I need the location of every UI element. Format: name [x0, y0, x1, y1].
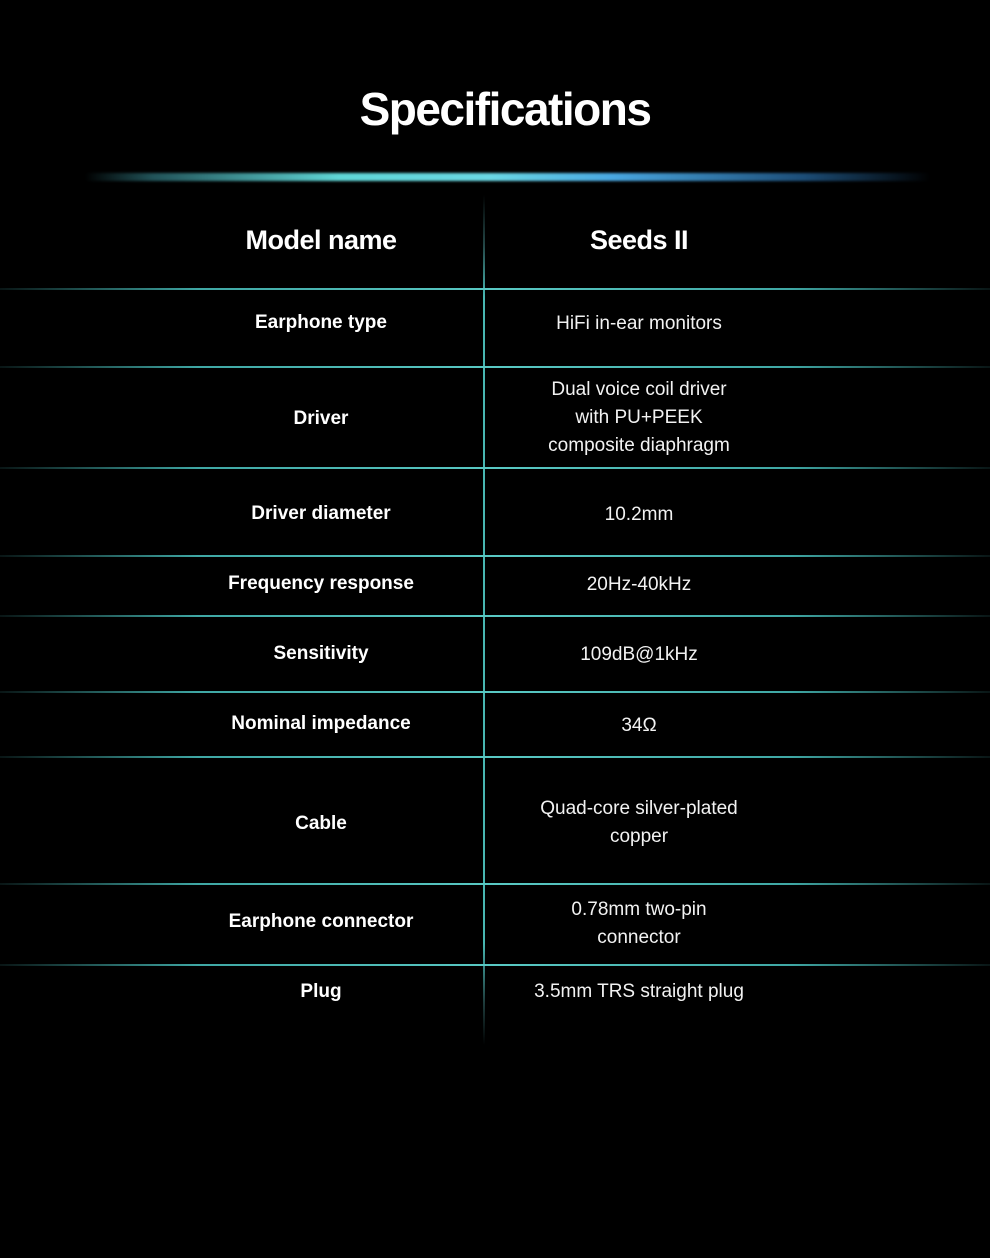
spec-value: 3.5mm TRS straight plug [534, 981, 744, 1002]
page-title: Specifications [359, 83, 651, 135]
column-divider [483, 195, 485, 1045]
spec-label: Frequency response [228, 573, 414, 594]
spec-label: Plug [300, 981, 342, 1002]
header-label: Model name [245, 224, 397, 255]
spec-value: 20Hz-40kHz [586, 574, 692, 595]
spec-label: Nominal impedance [231, 713, 411, 734]
spec-value: HiFi in-ear monitors [556, 313, 722, 334]
spec-value: Quad-core silver-plated copper [540, 798, 738, 847]
spec-label: Driver [293, 408, 349, 429]
spec-value: Dual voice coil driver with PU+PEEK composite diaphragm [548, 379, 730, 456]
spec-value: 109dB@1kHz [580, 644, 698, 665]
spec-label: Earphone connector [228, 911, 414, 932]
spec-label: Driver diameter [251, 503, 391, 524]
title-underline-bar [85, 173, 930, 181]
spec-label: Cable [295, 813, 347, 834]
spec-value: 10.2mm [604, 504, 674, 525]
spec-value: 0.78mm two-pin connector [571, 899, 707, 948]
spec-value: 34Ω [621, 715, 657, 736]
spec-label: Earphone type [255, 312, 387, 333]
spec-label: Sensitivity [273, 643, 369, 664]
header-value: Seeds II [589, 225, 689, 255]
